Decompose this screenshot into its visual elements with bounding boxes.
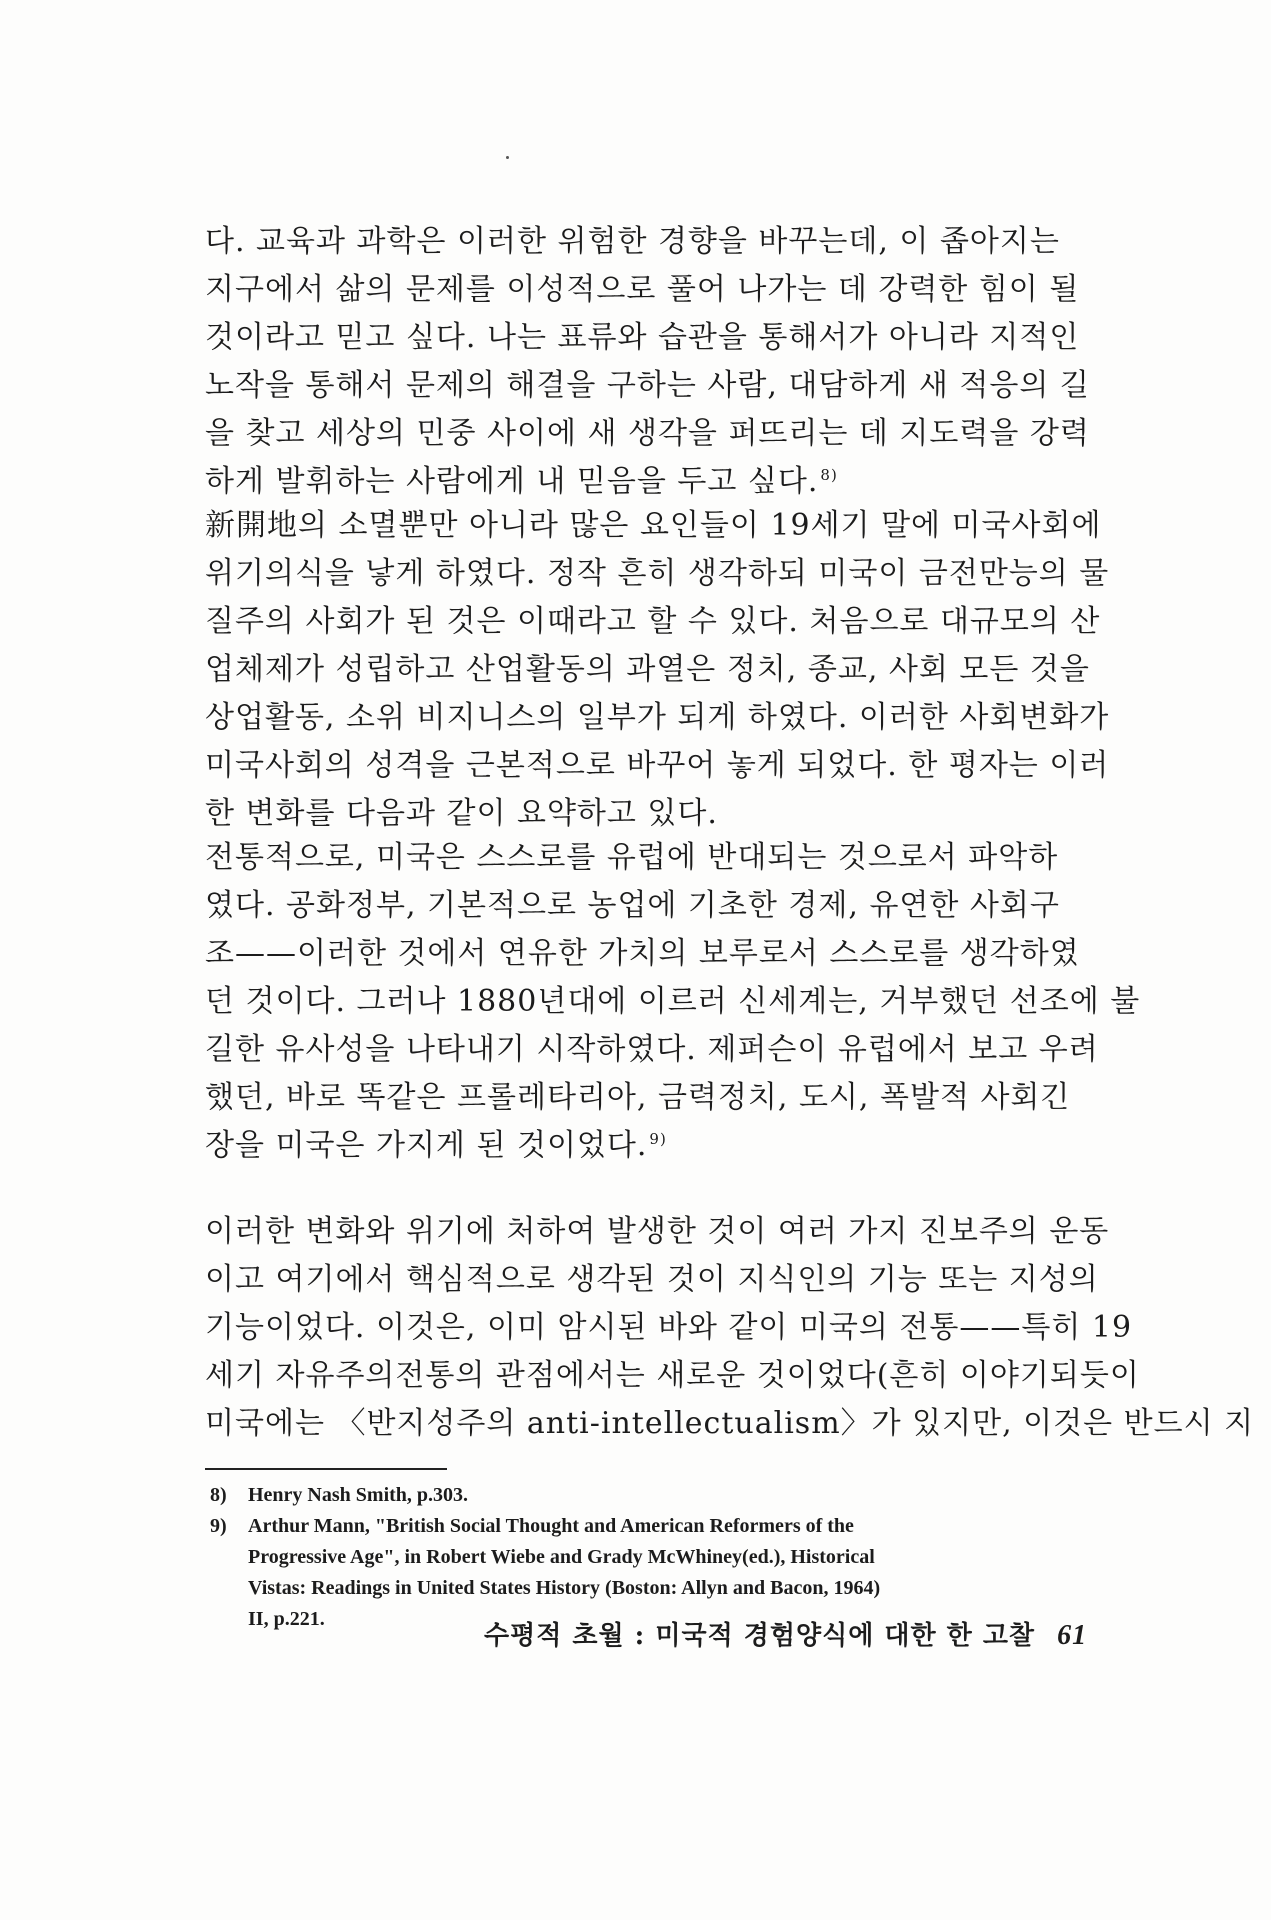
text-line-last [205, 1122, 1085, 1170]
text-line: 이러한 변화와 위기에 처하여 발생한 것이 여러 가지 진보주의 운동 [205, 1214, 1110, 1249]
text-line: 위기의식을 낳게 하였다. 정작 흔히 생각하되 미국이 금전만능의 물 [205, 556, 1110, 591]
text-line: 한 변화를 다음과 같이 요약하고 있다. [205, 796, 718, 831]
text-line: 였다. 공화정부, 기본적으로 농업에 기초한 경제, 유연한 사회구 [205, 888, 1060, 923]
text-line: 던 것이다. 그러나 1880년대에 이르러 신세계는, 거부했던 선조에 불 [205, 984, 1141, 1019]
text-line: 기능이었다. 이것은, 이미 암시된 바와 같이 미국의 전통——특히 19 [205, 1310, 1133, 1345]
text-line: 을 찾고 세상의 민중 사이에 새 생각을 퍼뜨리는 데 지도력을 강력 [205, 416, 1090, 451]
footnote-line: Henry Nash Smith, p.303. [248, 1484, 469, 1506]
text-line-last [205, 458, 1085, 506]
text-line: 新開地의 소멸뿐만 아니라 많은 요인들이 19세기 말에 미국사회에 [205, 508, 1102, 543]
footnote-separator [205, 1468, 447, 1470]
text-line: 미국에는 〈반지성주의 anti-intellectualism〉가 있지만, 이것은 반드시 지 [205, 1406, 1255, 1441]
footnote-line: Progressive Age", in Robert Wiebe and Grady McWhiney(ed.), Historical [248, 1546, 875, 1568]
quote-paragraph-1 [205, 218, 1090, 506]
footnote-line: Vistas: Readings in United States History (Boston: Allyn and Bacon, 1964) [248, 1577, 881, 1599]
running-footer [484, 1615, 1088, 1652]
text-line: 상업활동, 소위 비지니스의 일부가 되게 하였다. 이러한 사회변화가 [205, 700, 1110, 735]
text-line: 길한 유사성을 나타내기 시작하였다. 제퍼슨이 유럽에서 보고 우려 [205, 1032, 1099, 1067]
text-line-content: 하게 발휘하는 사람에게 내 믿음을 두고 싶다. [205, 464, 819, 499]
text-line-content: 장을 미국은 가지게 된 것이었다. [205, 1128, 648, 1163]
footnote-line: Arthur Mann, "British Social Thought and American Reformers of the [248, 1515, 854, 1537]
footnote-ref-8: 8) [820, 466, 838, 484]
text-line: 조——이러한 것에서 연유한 가치의 보루로서 스스로를 생각하였 [205, 936, 1080, 971]
text-line: 이고 여기에서 핵심적으로 생각된 것이 지식인의 기능 또는 지성의 [205, 1262, 1099, 1297]
footnote-line: II, p.221. [248, 1608, 325, 1630]
footnote-ref-9: 9) [649, 1130, 667, 1148]
text-line: 세기 자유주의전통의 관점에서는 새로운 것이었다(흔히 이야기되듯이 [205, 1358, 1140, 1393]
footnotes [210, 1480, 1090, 1635]
footnote-8 [210, 1480, 1090, 1511]
footnote-number: 9) [210, 1515, 227, 1537]
text-line: 했던, 바로 똑같은 프롤레타리아, 금력정치, 도시, 폭발적 사회긴 [205, 1080, 1071, 1115]
text-line: 다. 교육과 과학은 이러한 위험한 경향을 바꾸는데, 이 좁아지는 [205, 224, 1060, 259]
text-line: 질주의 사회가 된 것은 이때라고 할 수 있다. 처음으로 대규모의 산 [205, 604, 1101, 639]
text-line: 업체제가 성립하고 산업활동의 과열은 정치, 종교, 사회 모든 것을 [205, 652, 1090, 687]
print-speck [506, 156, 509, 159]
body-paragraph-4 [205, 1208, 1255, 1448]
text-line: 전통적으로, 미국은 스스로를 유럽에 반대되는 것으로서 파악하 [205, 840, 1059, 875]
body-paragraph-2 [205, 502, 1110, 838]
footnote-number: 8) [210, 1484, 227, 1506]
quote-paragraph-3 [205, 834, 1141, 1170]
text-line: 노작을 통해서 문제의 해결을 구하는 사람, 대담하게 새 적응의 길 [205, 368, 1090, 403]
text-line: 것이라고 믿고 싶다. 나는 표류와 습관을 통해서가 아니라 지적인 [205, 320, 1080, 355]
text-line: 지구에서 삶의 문제를 이성적으로 풀어 나가는 데 강력한 힘이 될 [205, 272, 1080, 307]
running-footer-title: 수평적 초월 : 미국적 경험양식에 대한 한 고찰 [484, 1621, 1036, 1651]
text-line: 미국사회의 성격을 근본적으로 바꾸어 놓게 되었다. 한 평자는 이러 [205, 748, 1110, 783]
page-number: 61 [1057, 1620, 1088, 1651]
